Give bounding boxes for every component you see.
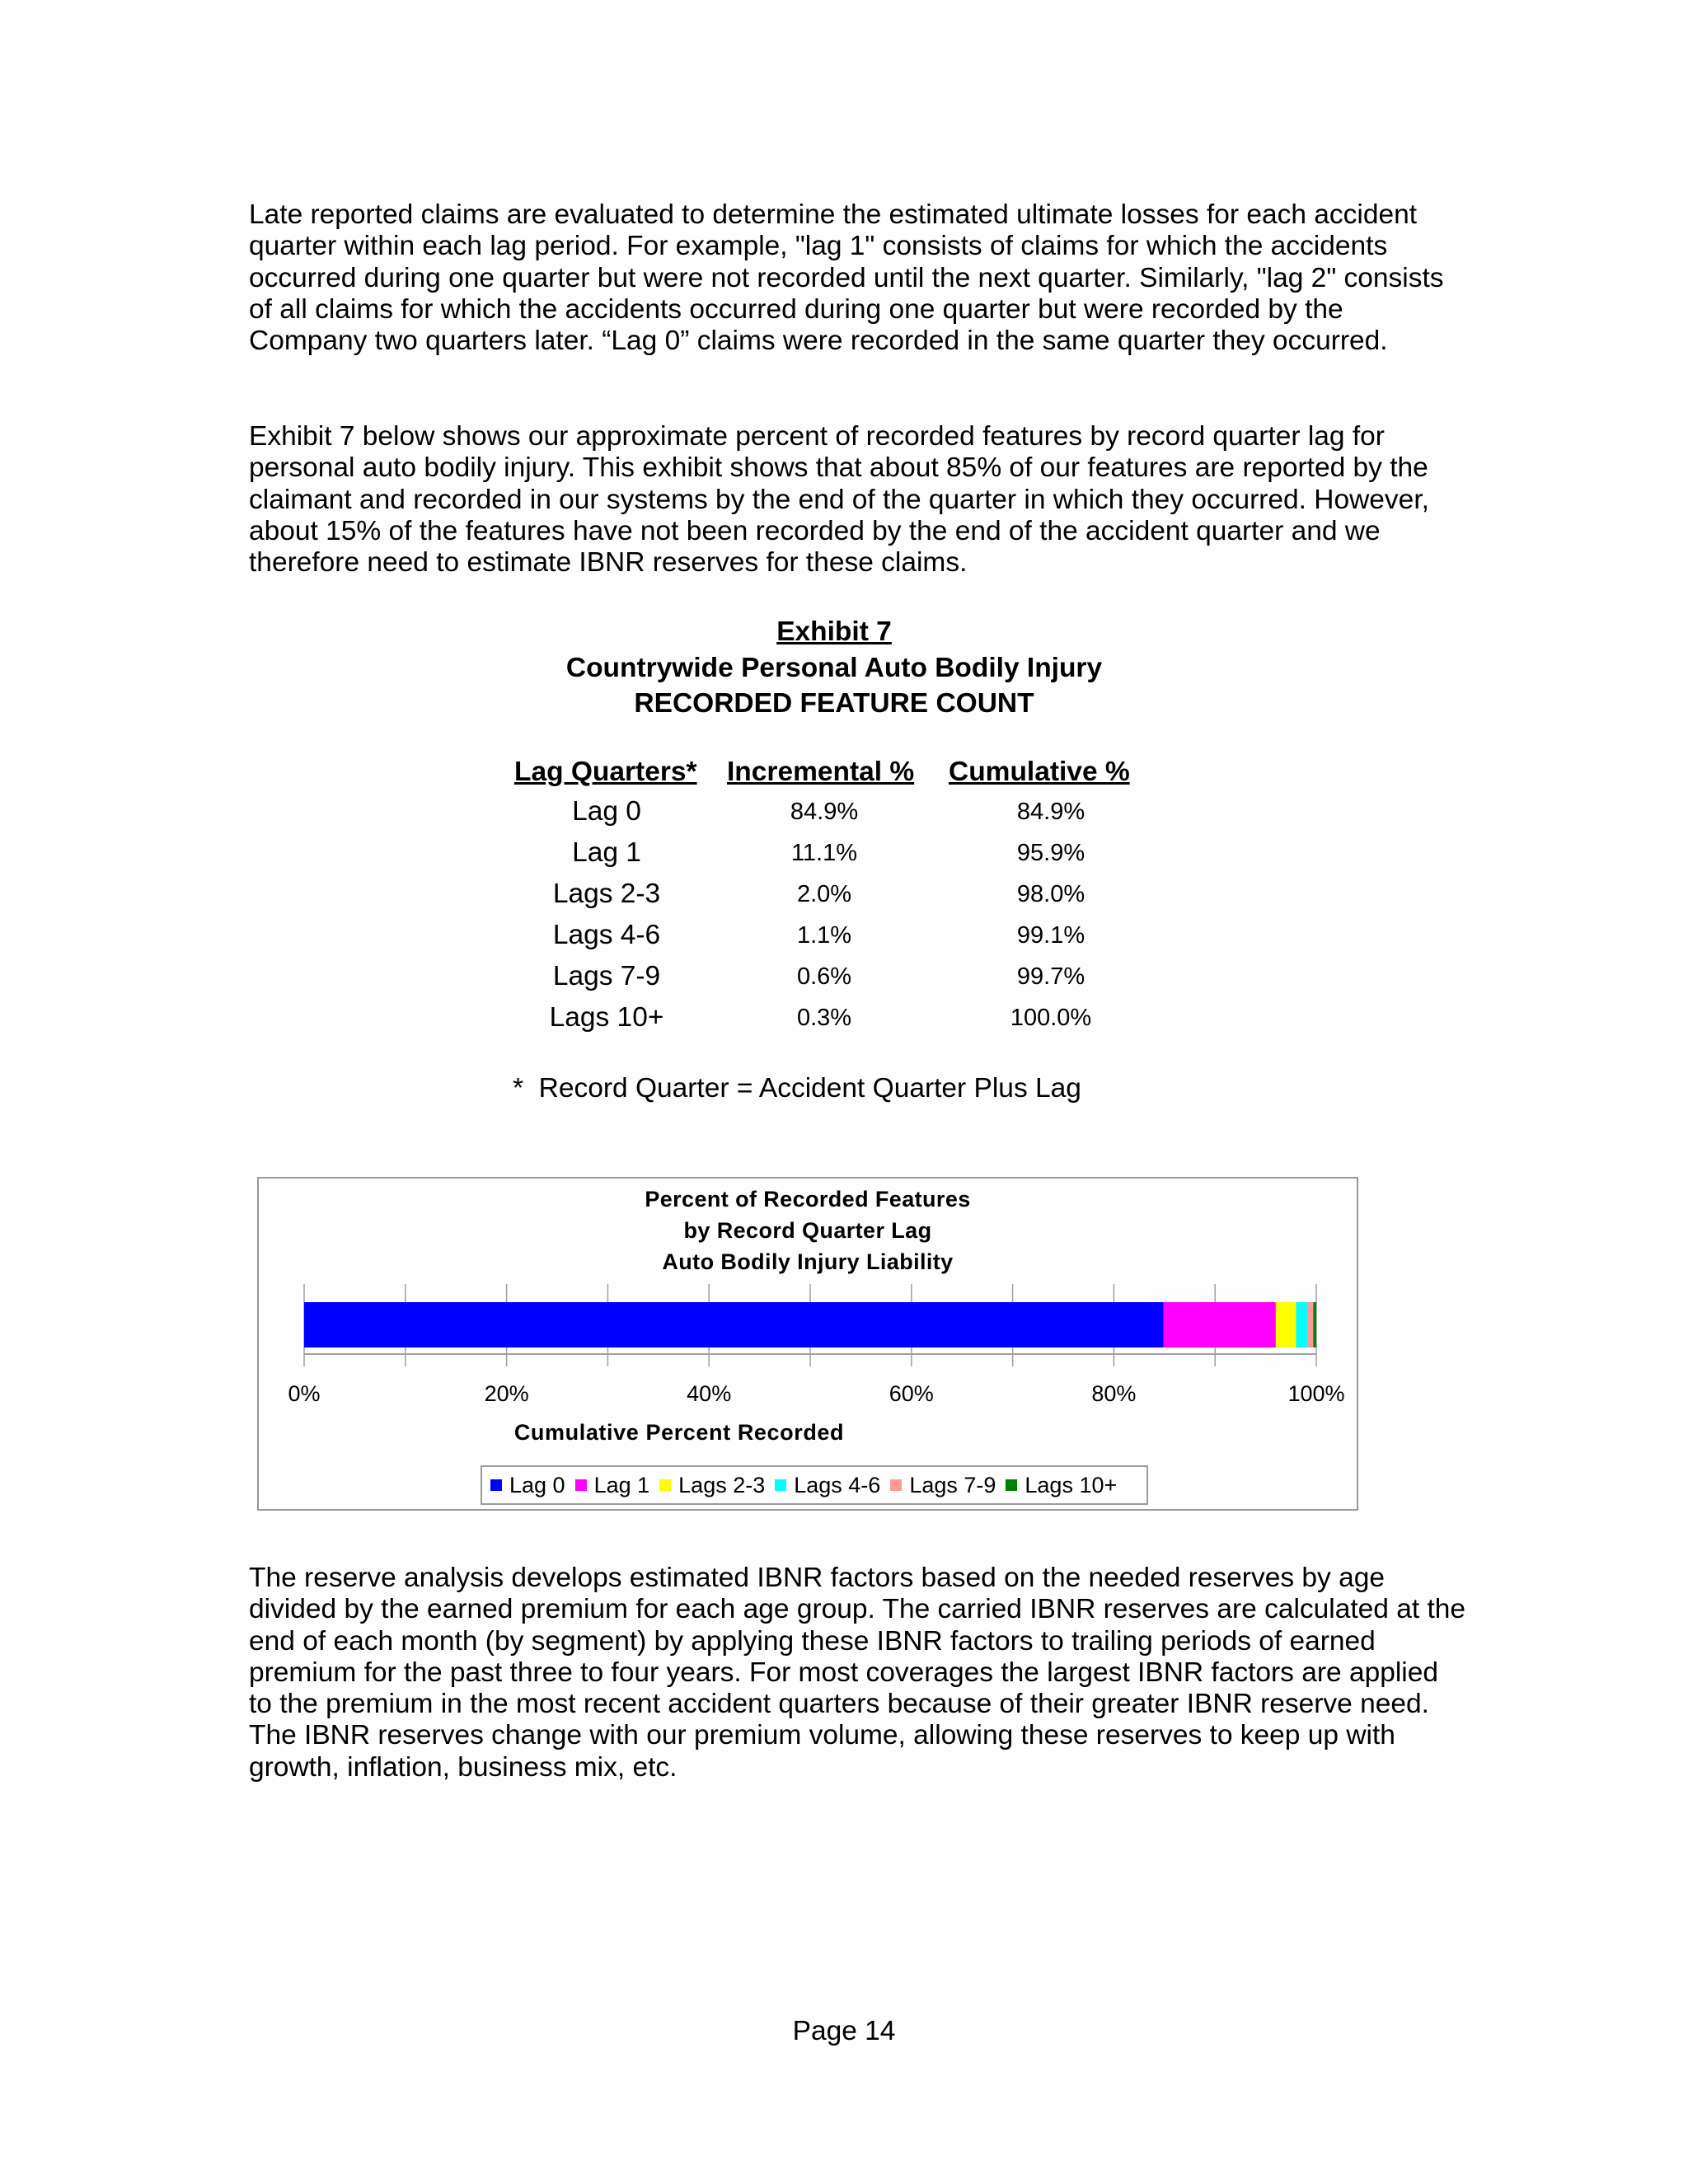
bar-segment-lags-2-3 xyxy=(1276,1302,1296,1347)
chart-legend xyxy=(481,1465,1148,1505)
cell-cumulative: 100.0% xyxy=(1010,1005,1092,1031)
legend-swatch xyxy=(659,1479,671,1491)
cell-lag: Lags 4-6 xyxy=(552,920,661,950)
cell-cumulative: 99.1% xyxy=(1016,922,1085,949)
cell-incremental: 2.0% xyxy=(796,881,852,907)
cell-lag: Lag 0 xyxy=(572,796,641,827)
cell-cumulative: 99.7% xyxy=(1016,963,1085,990)
x-tick-label: 40% xyxy=(687,1381,732,1406)
legend-swatch xyxy=(575,1479,587,1491)
x-axis-label: Cumulative Percent Recorded xyxy=(513,1420,845,1445)
cell-cumulative: 84.9% xyxy=(1016,799,1085,825)
legend-swatch xyxy=(1006,1479,1017,1491)
table-footnote: * Record Quarter = Accident Quarter Plus Lag xyxy=(513,1073,1081,1104)
cell-cumulative: 98.0% xyxy=(1016,881,1085,907)
cell-cumulative: 95.9% xyxy=(1016,840,1085,866)
legend-swatch xyxy=(775,1479,786,1491)
x-tick-label: 80% xyxy=(1091,1381,1137,1406)
chart-subtitle: by Record Quarter Lag xyxy=(683,1218,932,1243)
paragraph-reserve-analysis: The reserve analysis develops estimated IBNR factors based on the needed reserves by age divided by the earned premium for each age group. The carried IBNR reserves are calculated at the end of each month (by segment) by applying these IBNR factors to trailing periods of earned premium for the past three to four years. For most coverages the largest IBNR factors are applied to the premium in the most recent accident quarters because of their greater IBNR reserve need. The IBNR reserves change with our premium volume, allowing these reserves to keep up with growth, inflation, business mix, etc. xyxy=(249,1563,1466,1783)
legend-label: Lag 1 xyxy=(593,1472,650,1497)
bar-segment-lags-7-9 xyxy=(1307,1302,1313,1347)
legend-swatch xyxy=(890,1479,902,1491)
table-header-lag: Lag Quarters* xyxy=(514,757,697,787)
bar-segment-lag-0 xyxy=(304,1302,1164,1347)
chart-subtitle-2: Auto Bodily Injury Liability xyxy=(662,1249,954,1274)
cell-incremental: 1.1% xyxy=(796,922,852,949)
table-row xyxy=(0,796,1688,837)
legend-item xyxy=(1006,1473,1117,1498)
cell-incremental: 0.3% xyxy=(796,1005,852,1031)
cell-lag: Lags 10+ xyxy=(549,1002,664,1033)
legend-label: Lags 4-6 xyxy=(794,1472,881,1497)
bar-segment-lag-1 xyxy=(1164,1302,1276,1347)
chart-plot xyxy=(259,1179,1357,1509)
table-row xyxy=(0,879,1688,920)
page-number: Page 14 xyxy=(792,2016,896,2046)
chart-title: Percent of Recorded Features xyxy=(645,1187,971,1212)
exhibit-number: Exhibit 7 xyxy=(776,616,892,647)
table-header-incremental: Incremental % xyxy=(727,757,915,787)
table-row xyxy=(0,961,1688,1002)
exhibit-subtitle-2: RECORDED FEATURE COUNT xyxy=(634,688,1034,719)
legend-item xyxy=(659,1473,765,1498)
x-tick-label: 0% xyxy=(288,1381,321,1406)
table-row xyxy=(0,1002,1688,1043)
legend-label: Lags 10+ xyxy=(1025,1472,1118,1497)
legend-label: Lags 7-9 xyxy=(909,1472,996,1497)
legend-item xyxy=(490,1473,565,1498)
legend-item xyxy=(575,1473,650,1498)
table-row xyxy=(0,920,1688,961)
legend-item xyxy=(775,1473,880,1498)
x-tick-label: 60% xyxy=(889,1381,934,1406)
paragraph-late-reported-claims: Late reported claims are evaluated to determine the estimated ultimate losses for each accident quarter within each lag period. For example, "lag 1" consists of claims for which the accidents occurred during one quarter but were not recorded until the next quarter. Similarly, "lag 2" consists of all claims for which the accidents occurred during one quarter but were recorded by the Company two quarters later. “Lag 0” claims were recorded in the same quarter they occurred. xyxy=(249,199,1444,357)
cell-incremental: 84.9% xyxy=(790,799,859,825)
bar-segment-lags-10- xyxy=(1313,1302,1316,1347)
legend-label: Lags 2-3 xyxy=(678,1472,766,1497)
legend-item xyxy=(890,1473,996,1498)
exhibit-subtitle: Countrywide Personal Auto Bodily Injury xyxy=(565,653,1103,683)
table-row xyxy=(0,837,1688,879)
cell-lag: Lag 1 xyxy=(572,837,641,868)
cell-lag: Lags 2-3 xyxy=(552,879,661,909)
cell-incremental: 0.6% xyxy=(796,963,852,990)
legend-swatch xyxy=(490,1479,502,1491)
chart-container xyxy=(257,1177,1358,1511)
x-tick-label: 100% xyxy=(1287,1381,1345,1406)
legend-label: Lag 0 xyxy=(509,1472,565,1497)
bar-segment-lags-4-6 xyxy=(1296,1302,1307,1347)
cell-incremental: 11.1% xyxy=(790,840,858,866)
x-tick-label: 20% xyxy=(484,1381,529,1406)
table-header-cumulative: Cumulative % xyxy=(949,757,1130,787)
cell-lag: Lags 7-9 xyxy=(552,961,661,991)
paragraph-exhibit-intro: Exhibit 7 below shows our approximate percent of recorded features by record quarter lag for personal auto bodily injury. This exhibit shows that about 85% of our features are reported by the claimant and recorded in our systems by the end of the quarter in which they occurred. However, about 15% of the features have not been recorded by the end of the accident quarter and we therefore need to estimate IBNR reserves for these claims. xyxy=(249,421,1429,579)
